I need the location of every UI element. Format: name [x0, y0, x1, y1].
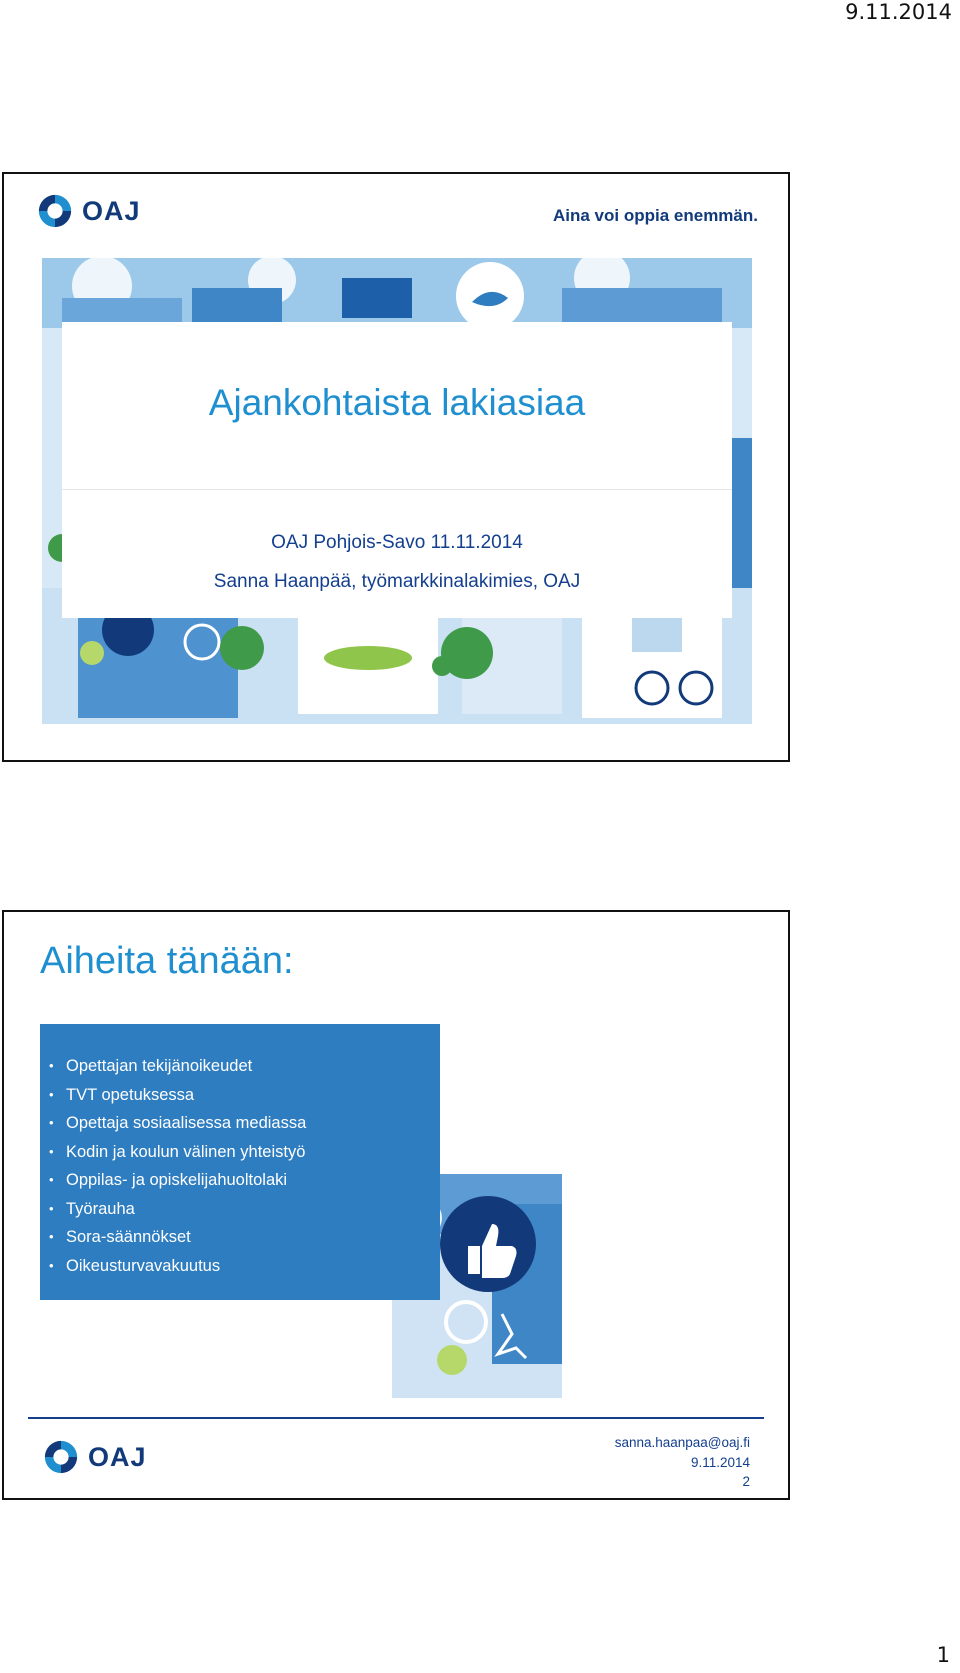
oaj-logo-icon — [42, 1438, 80, 1476]
list-item: • TVT opetuksessa — [66, 1081, 440, 1110]
list-item: • Opettajan tekijänoikeudet — [66, 1052, 440, 1081]
list-item: • Opettaja sosiaalisessa mediassa — [66, 1109, 440, 1138]
page-date: 9.11.2014 — [845, 0, 952, 24]
bullet-icon: • — [49, 1115, 54, 1130]
list-item: • Oikeusturvavakuutus — [66, 1252, 440, 1281]
list-item: • Sora-säännökset — [66, 1223, 440, 1252]
list-item: • Kodin ja koulun välinen yhteistyö — [66, 1138, 440, 1167]
oaj-logo-icon — [36, 192, 74, 230]
agenda-heading: Aiheita tänään: — [40, 940, 294, 982]
tagline: Aina voi oppia enemmän. — [553, 206, 758, 225]
list-item: • Oppilas- ja opiskelijahuoltolaki — [66, 1166, 440, 1195]
oaj-logo — [36, 192, 141, 230]
list-item: • Työrauha — [66, 1195, 440, 1224]
logo-wordmark: OAJ — [88, 1441, 147, 1472]
bullet-icon: • — [49, 1143, 54, 1159]
page-number: 1 — [936, 1643, 950, 1667]
bullet-icon: • — [49, 1229, 54, 1244]
footer-divider — [28, 1417, 764, 1419]
oaj-logo — [42, 1438, 147, 1476]
topics-panel — [40, 1024, 440, 1300]
bullet-icon: • — [49, 1200, 54, 1216]
bullet-icon: • — [49, 1086, 54, 1102]
slide-title — [2, 172, 790, 762]
bullet-icon: • — [49, 1058, 54, 1073]
title-box — [62, 322, 732, 618]
slide-number: 2 — [742, 1474, 750, 1489]
subtitle-event: OAJ Pohjois-Savo 11.11.2014 — [271, 532, 523, 553]
bullet-icon: • — [49, 1257, 54, 1273]
bullet-icon: • — [49, 1172, 54, 1187]
subtitle-presenter: Sanna Haanpää, työmarkkinalakimies, OAJ — [213, 571, 581, 592]
logo-wordmark: OAJ — [82, 195, 141, 226]
topics-list — [40, 1024, 440, 1280]
footer-date: 9.11.2014 — [690, 1455, 750, 1470]
slide-title-text: Ajankohtaista lakiasiaa — [208, 382, 586, 423]
footer-email: sanna.haanpaa@oaj.fi — [614, 1435, 750, 1450]
slide-agenda — [2, 910, 790, 1500]
title-divider — [62, 489, 732, 490]
